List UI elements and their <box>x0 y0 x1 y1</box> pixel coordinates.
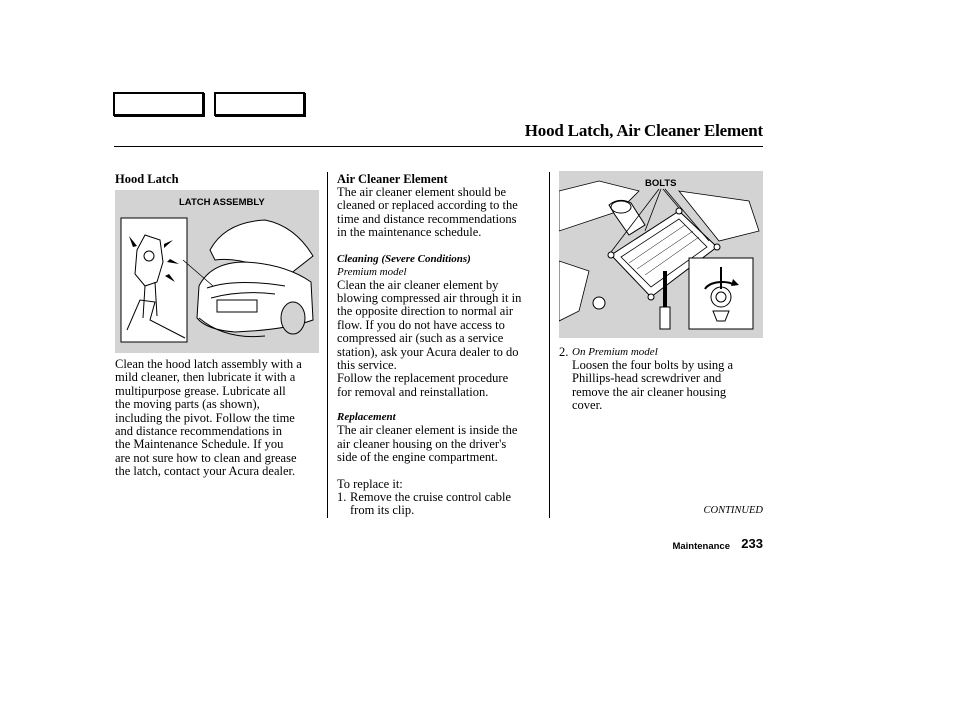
replacement-body <box>337 424 547 464</box>
intro-line: time and distance recommendations <box>337 211 517 226</box>
cleaning-line: for removal and reinstallation. <box>337 384 489 399</box>
to-replace-text: To replace it: <box>337 476 403 491</box>
cleaning-line: this service. <box>337 358 397 373</box>
cleaning-line: flow. If you do not have access to <box>337 317 505 332</box>
hood-latch-body <box>115 358 327 479</box>
air-cleaner-heading: Air Cleaner Element <box>337 172 448 186</box>
continued-label: CONTINUED <box>703 505 763 516</box>
footer-section-name: Maintenance <box>672 541 730 552</box>
step-2-model: On Premium model <box>572 346 658 358</box>
cleaning-body <box>337 279 547 400</box>
intro-line: in the maintenance schedule. <box>337 225 482 240</box>
body-line: including the pivot. Follow the time <box>115 410 295 425</box>
body-line: the moving parts (as shown), <box>115 397 260 412</box>
latch-assembly-illustration <box>115 190 319 353</box>
replacement-line: side of the engine compartment. <box>337 450 498 465</box>
body-line: and distance recommendations in <box>115 424 282 439</box>
step-1 <box>337 491 547 518</box>
cleaning-heading: Cleaning (Severe Conditions) <box>337 252 471 265</box>
step-2-line: Phillips-head screwdriver and <box>572 371 722 386</box>
bolts-label: BOLTS <box>645 178 677 189</box>
intro-line: The air cleaner element should be <box>337 185 507 199</box>
nav-box-index[interactable] <box>214 92 305 116</box>
cleaning-line: the opposite direction to normal air <box>337 304 513 319</box>
latch-assembly-label: LATCH ASSEMBLY <box>179 197 265 208</box>
step-2-body <box>572 359 763 413</box>
intro-line: cleaned or replaced according to the <box>337 198 518 213</box>
latch-assembly-figure <box>115 190 319 353</box>
step-1-number: 1. <box>337 489 347 504</box>
body-line: are not sure how to clean and grease <box>115 450 297 465</box>
body-line: the latch, contact your Acura dealer. <box>115 464 296 479</box>
column-divider-1 <box>327 172 328 518</box>
air-cleaner-bolts-illustration <box>559 171 763 338</box>
bolts-figure <box>559 171 763 338</box>
step-2-number: 2. <box>559 345 569 359</box>
cleaning-line: Follow the replacement procedure <box>337 371 509 386</box>
step-2-line: cover. <box>572 398 603 413</box>
replacement-line: air cleaner housing on the driver's <box>337 436 507 451</box>
cleaning-line: compressed air (such as a service <box>337 331 504 346</box>
step-2-line: Loosen the four bolts by using a <box>572 358 734 372</box>
cleaning-line: blowing compressed air through it in <box>337 291 522 306</box>
hood-latch-heading: Hood Latch <box>115 172 179 186</box>
step-1-line: from its clip. <box>350 503 415 518</box>
title-rule <box>114 146 763 147</box>
page-title: Hood Latch, Air Cleaner Element <box>524 121 763 140</box>
step-2-line: remove the air cleaner housing <box>572 384 727 399</box>
column-divider-2 <box>549 172 550 518</box>
page-number: 233 <box>741 536 763 551</box>
body-line: Clean the hood latch assembly with a <box>115 357 302 371</box>
cleaning-line: Clean the air cleaner element by <box>337 277 499 292</box>
replacement-heading: Replacement <box>337 411 396 424</box>
air-cleaner-section <box>337 172 547 518</box>
premium-model-note: Premium model <box>337 265 407 278</box>
replacement-line: The air cleaner element is inside the <box>337 423 518 438</box>
body-line: the Maintenance Schedule. If you <box>115 437 284 452</box>
body-line: mild cleaner, then lubricate it with a <box>115 370 296 385</box>
step-1-line: Remove the cruise control cable <box>350 489 512 504</box>
step-2 <box>559 346 763 413</box>
air-cleaner-intro <box>337 186 547 240</box>
body-line: multipurpose grease. Lubricate all <box>115 383 286 398</box>
cleaning-line: station), ask your Acura dealer to do <box>337 344 519 359</box>
nav-box-contents[interactable] <box>113 92 204 116</box>
